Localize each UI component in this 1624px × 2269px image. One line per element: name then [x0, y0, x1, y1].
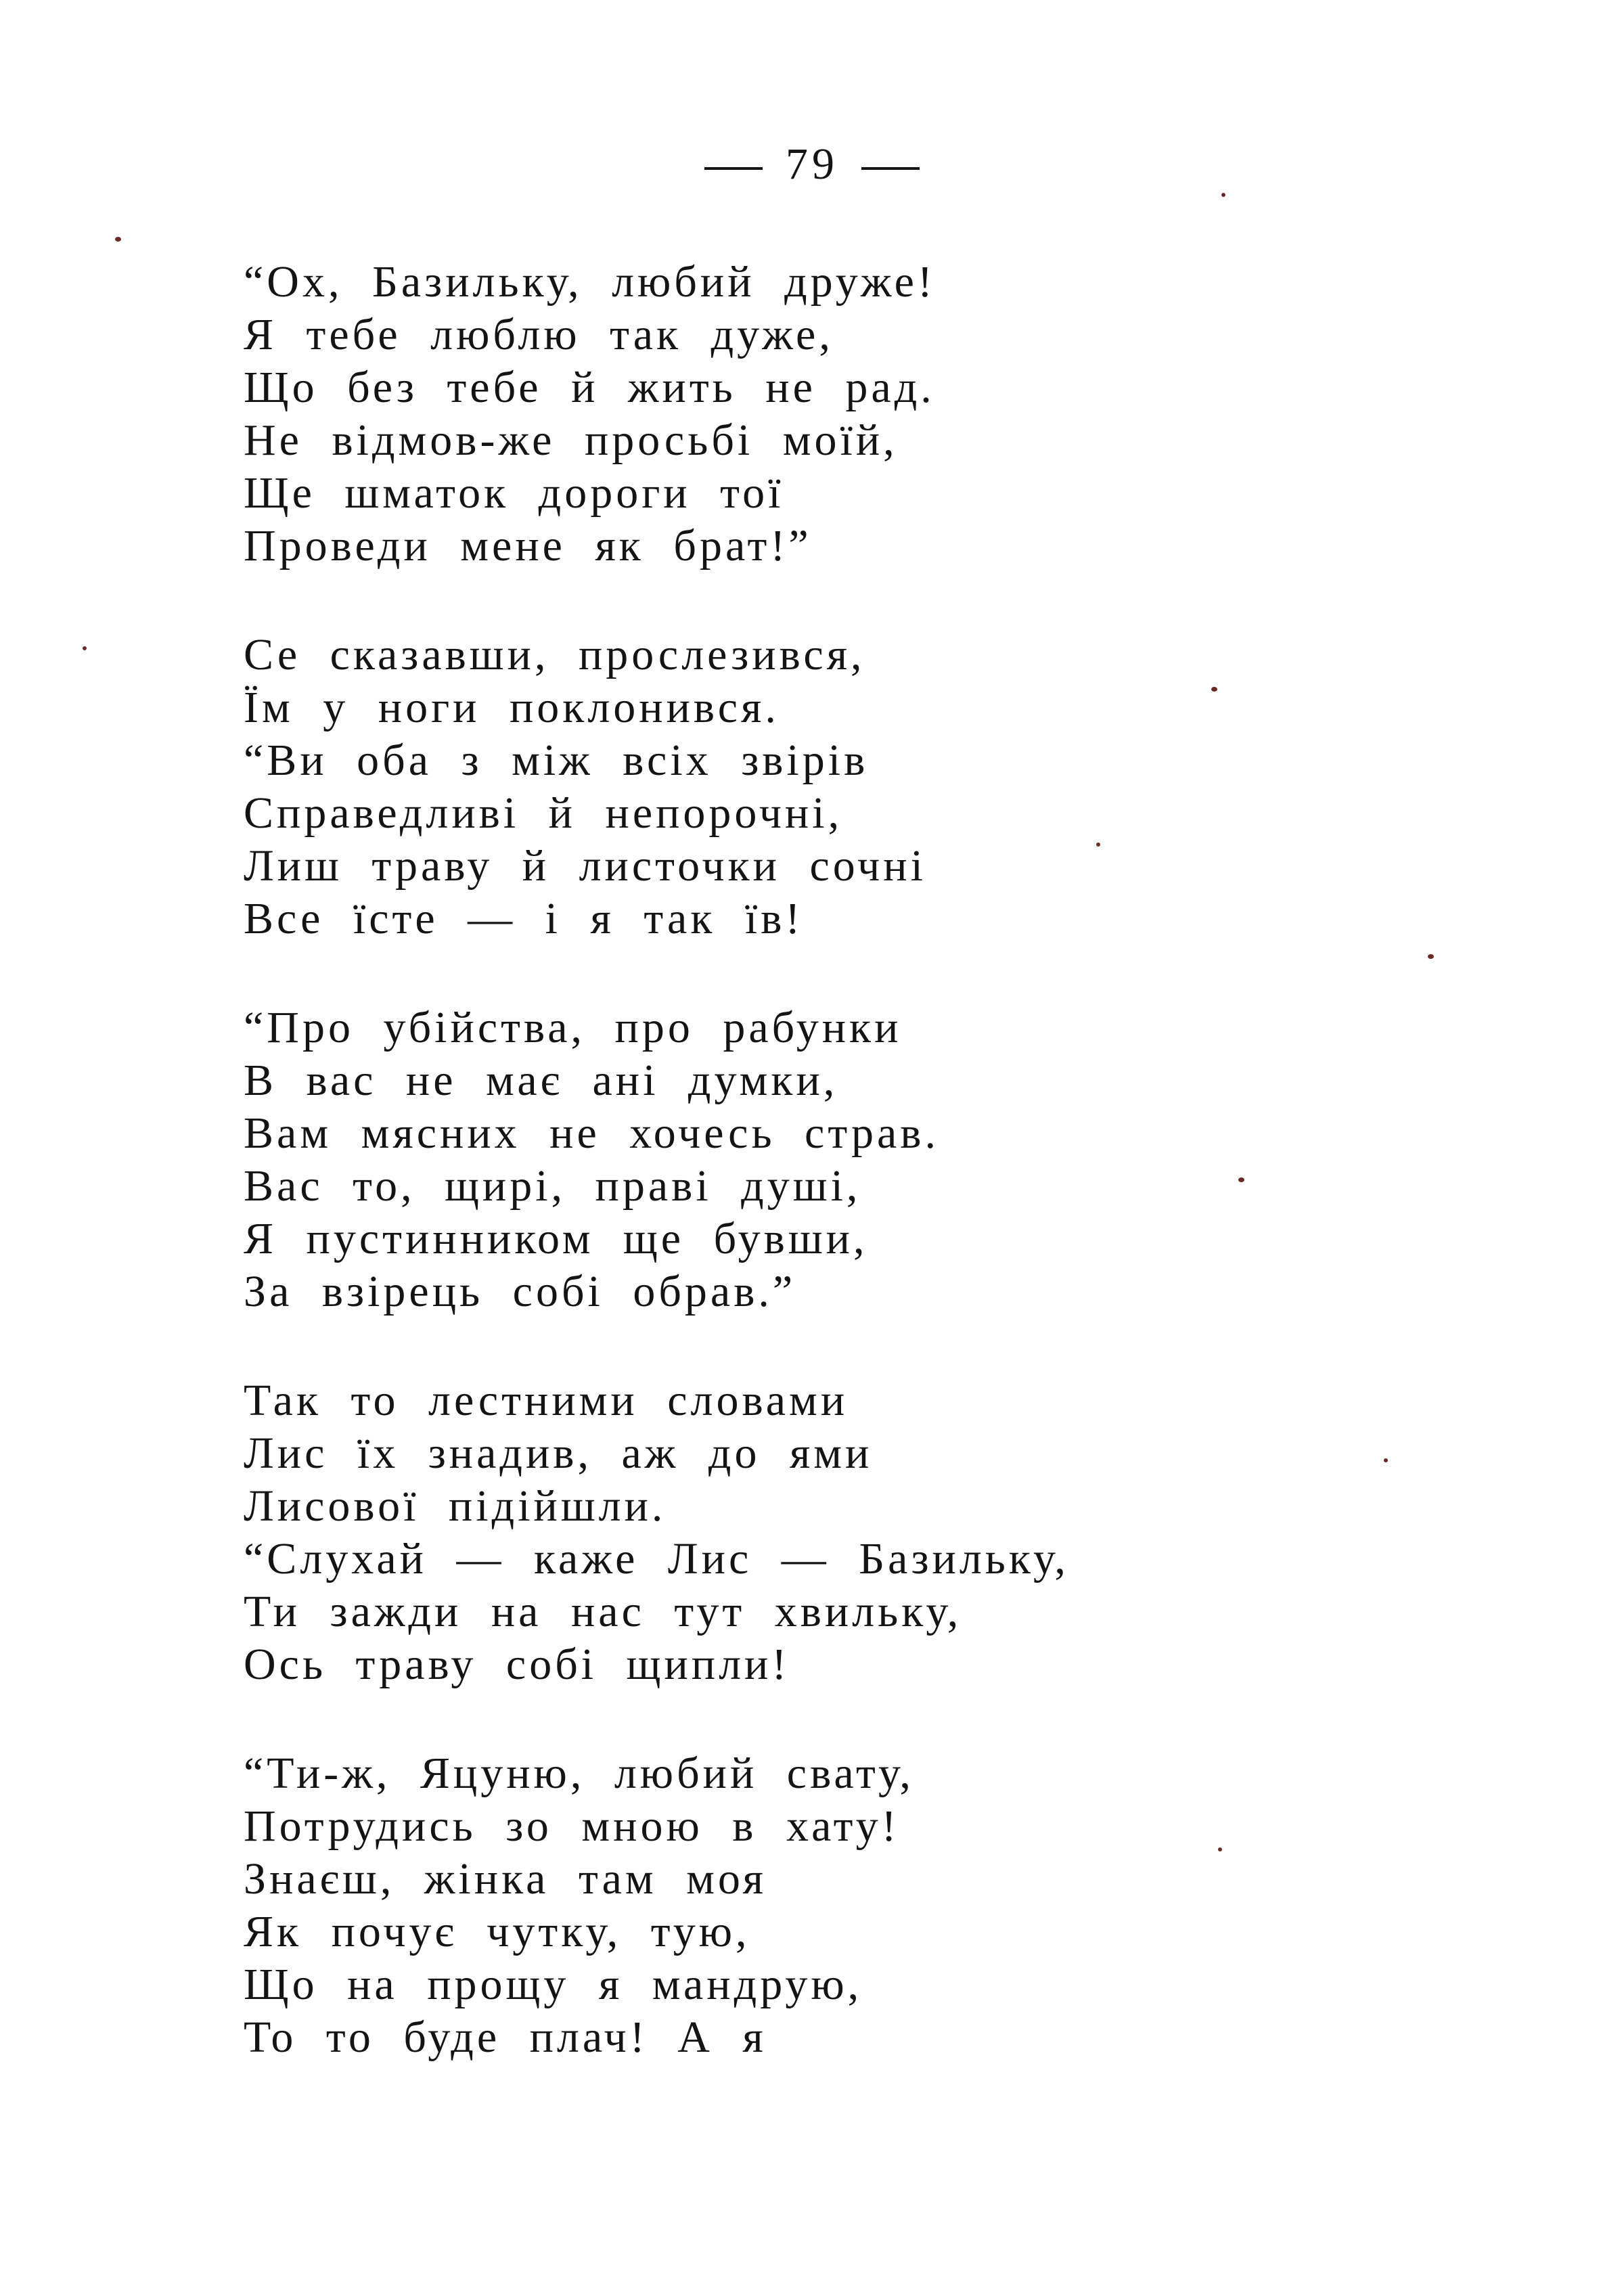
page-number [0, 139, 1624, 190]
scan-speck [1384, 1458, 1388, 1462]
poem-line: “Ви оба з між всіх звірів [244, 736, 869, 785]
poem-line: За взірець собі обрав.” [244, 1267, 796, 1316]
poem-line: Що на прощу я мандрую, [244, 1960, 863, 2009]
poem-line: Як почує чутку, тую, [244, 1907, 750, 1956]
poem-line: Знаєш, жінка там моя [244, 1854, 767, 1904]
scan-speck [83, 646, 87, 650]
poem-line: Я пустинником ще бувши, [244, 1214, 868, 1263]
scan-speck [1428, 954, 1434, 959]
scan-speck [115, 237, 121, 242]
poem-line: “Ох, Базильку, любий друже! [244, 257, 936, 307]
poem-line: Що без тебе й жить не рад. [244, 363, 935, 412]
poem-line: “Ти-ж, Яцуню, любий свату, [244, 1749, 914, 1798]
poem-line: Так то лестними словами [244, 1376, 849, 1425]
poem-line: Ще шматок дороги тої [244, 468, 784, 518]
poem-line: Потрудись зо мною в хату! [244, 1801, 900, 1851]
poem-line: “Слухай — каже Лис — Базильку, [244, 1534, 1069, 1583]
stanza-1 [244, 256, 1394, 572]
poem-line: Вас то, щирі, праві душі, [244, 1161, 861, 1211]
stanza-2 [244, 629, 1394, 945]
poem-line: Ось траву собі щипли! [244, 1640, 790, 1689]
page-number-right-dash [861, 167, 920, 170]
stanza-3 [244, 1002, 1394, 1318]
poem-line: Не відмов-же просьбі моїй, [244, 415, 898, 465]
stanza-4 [244, 1374, 1394, 1691]
poem-line: “Про убійства, про рабунки [244, 1003, 902, 1052]
poem-line: Я тебе люблю так дуже, [244, 310, 834, 359]
scan-speck [1218, 1847, 1222, 1851]
poem-line: Лисової підійшли. [244, 1481, 667, 1531]
scan-speck [1221, 193, 1225, 197]
page-number-value: 79 [786, 139, 838, 189]
stanza-5 [244, 1747, 1394, 2064]
poem-text [244, 256, 1394, 2120]
poem-line: Все їсте — і я так їв! [244, 894, 804, 943]
poem-line: Ти зажди на нас тут хвильку, [244, 1587, 962, 1636]
poem-line: Лиш траву й листочки сочні [244, 841, 926, 891]
poem-line: В вас не має ані думки, [244, 1056, 838, 1105]
poem-line: То то буде плач! А я [244, 2013, 767, 2062]
poem-line: Проведи мене як брат!” [244, 521, 812, 570]
page-number-left-dash [704, 167, 763, 170]
poem-line: Справедливі й непорочні, [244, 788, 843, 838]
poem-line: Їм у ноги поклонився. [244, 683, 780, 732]
scan-speck [1211, 687, 1217, 692]
poem-line: Вам мясних не хочесь страв. [244, 1108, 939, 1158]
scan-speck [1096, 843, 1100, 847]
poem-line: Се сказавши, прослезився, [244, 630, 865, 679]
poem-line: Лис їх знадив, аж до ями [244, 1429, 873, 1478]
scan-speck [1238, 1177, 1244, 1182]
